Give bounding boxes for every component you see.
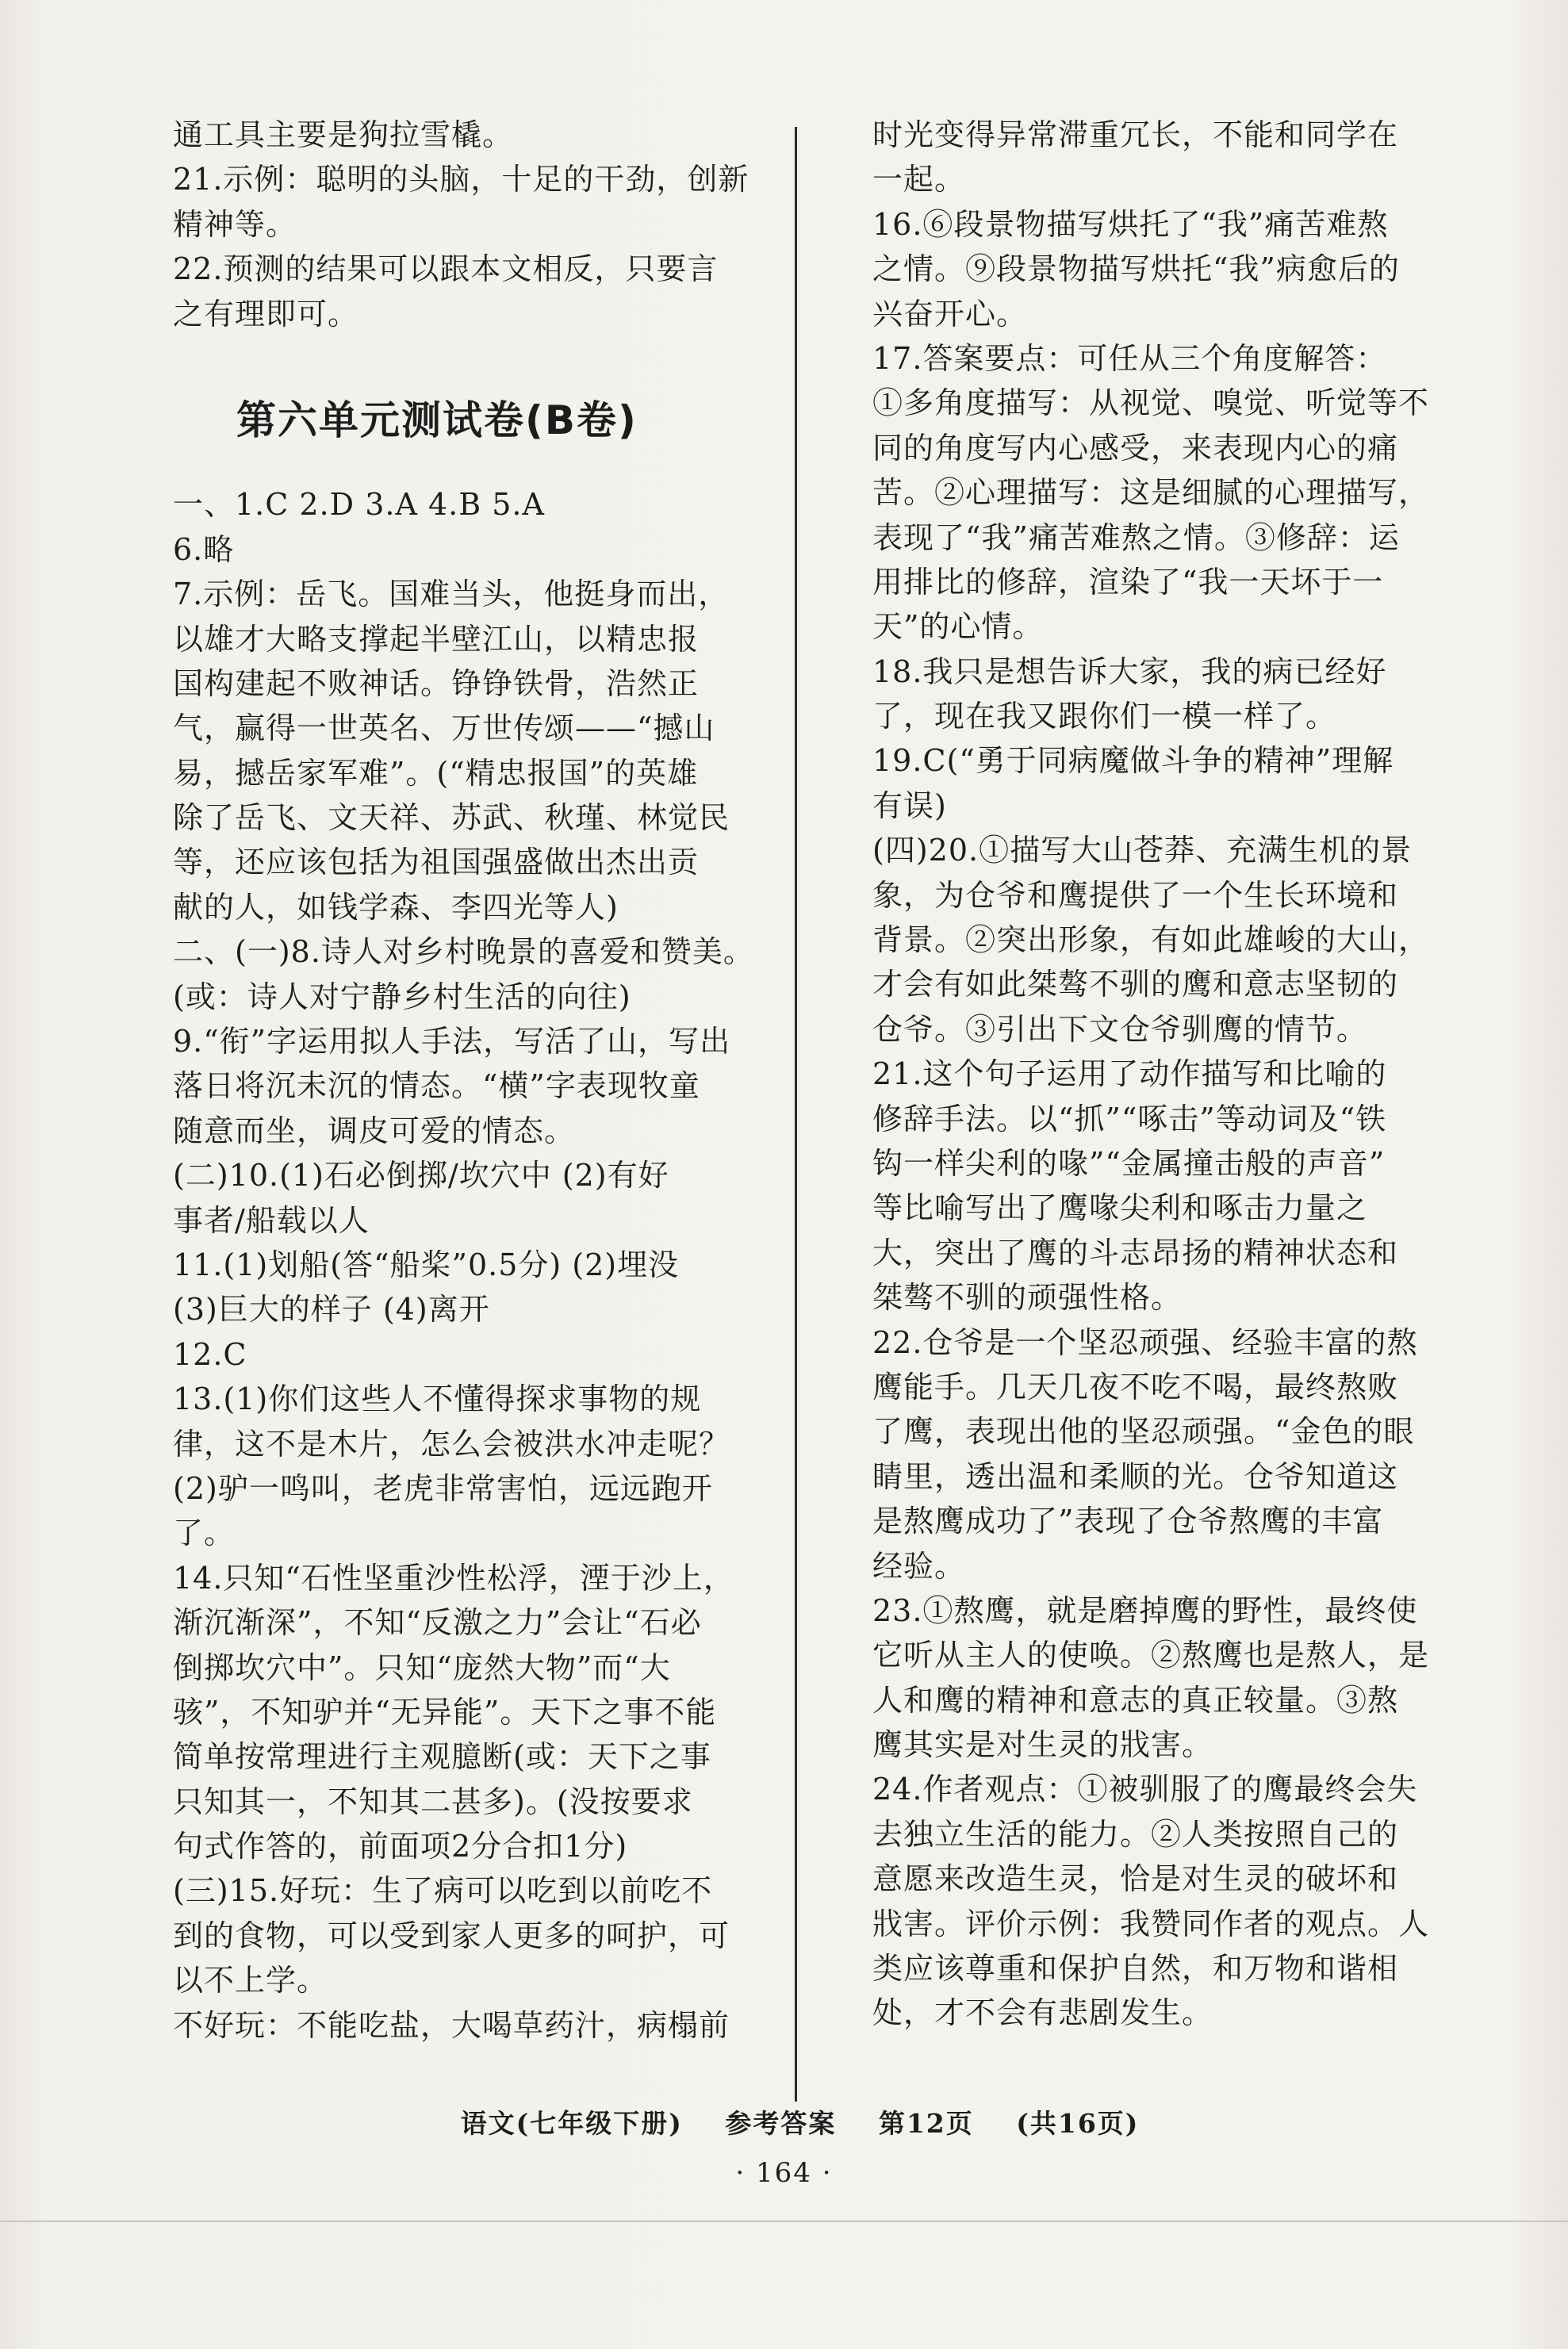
text-line: 背景。②突出形象，有如此雄峻的大山， (872, 922, 1430, 958)
text-line: (四)20.①描写大山苍莽、充满生机的景 (872, 833, 1413, 868)
text-line: 同的角度写内心感受，来表现内心的痛 (872, 430, 1399, 466)
text-line: 等比喻写出了鹰喙尖利和啄击力量之 (872, 1190, 1368, 1226)
text-line: 19.C(“勇于同病魔做斗争的精神”理解 (872, 743, 1394, 779)
text-line: 句式作答的，前面项2分合扣1分) (173, 1829, 628, 1864)
text-line: 21.示例：聪明的头脑，十足的干劲，创新 (173, 162, 749, 197)
text-line: (2)驴一鸣叫，老虎非常害怕，远远跑开 (173, 1470, 713, 1506)
text-line: 桀骜不驯的顽强性格。 (872, 1280, 1183, 1316)
text-line: 之有理即可。 (173, 296, 359, 331)
text-line: 9.“衔”字运用拟人手法，写活了山，写出 (173, 1024, 731, 1060)
text-line: 国构建起不败神话。铮铮铁骨，浩然正 (173, 665, 700, 701)
text-line: 22.预测的结果可以跟本文相反，只要言 (173, 251, 719, 287)
footer-total: (共16页) (1016, 2108, 1140, 2139)
left-lines-before-title (173, 113, 776, 336)
text-line: 到的食物，可以受到家人更多的呵护，可 (173, 1918, 730, 1953)
text-line: 律，这不是木片，怎么会被洪水冲走呢？ (173, 1426, 730, 1462)
text-line: 意愿来改造生灵，恰是对生灵的破坏和 (872, 1861, 1399, 1897)
text-line: 21.这个句子运用了动作描写和比喻的 (872, 1056, 1387, 1092)
left-column (173, 113, 776, 2048)
text-line: 等，还应该包括为祖国强盛做出杰出贡 (173, 845, 700, 880)
text-line: 大，突出了鹰的斗志昂扬的精神状态和 (872, 1235, 1399, 1270)
bottom-rule (0, 2221, 1568, 2222)
text-line: 人和鹰的精神和意志的真正较量。③熬 (872, 1682, 1399, 1718)
text-line: 兴奋开心。 (872, 296, 1028, 331)
text-line: 18.我只是想告诉大家，我的病已经好 (872, 653, 1387, 689)
text-line: 了。 (173, 1516, 236, 1551)
right-lines (872, 113, 1491, 2036)
text-line: (或：诗人对宁静乡村生活的向往) (173, 979, 631, 1014)
text-line: 时光变得异常滞重冗长，不能和同学在 (872, 117, 1399, 152)
text-line: 是熬鹰成功了”表现了仓爷熬鹰的丰富 (872, 1504, 1384, 1539)
text-line: 鹰能手。几天几夜不吃不喝，最终熬败 (872, 1369, 1399, 1404)
text-line: (二)10.(1)石必倒掷/坎穴中 (2)有好 (173, 1158, 669, 1194)
text-line: 处，才不会有悲剧发生。 (872, 1995, 1213, 2031)
text-line: 11.(1)划船(答“船桨”0.5分) (2)埋没 (173, 1247, 680, 1282)
text-line: 去独立生活的能力。②人类按照自己的 (872, 1816, 1399, 1852)
text-line: 它听从主人的使唤。②熬鹰也是熬人，是 (872, 1638, 1430, 1673)
text-line: 骇”，不知驴并“无异能”。天下之事不能 (173, 1694, 717, 1730)
footer-page: 第12页 (878, 2108, 974, 2139)
text-line: 6.略 (173, 531, 235, 567)
text-line: 7.示例：岳飞。国难当头，他挺身而出， (173, 577, 730, 612)
text-line: 除了岳飞、文天祥、苏武、秋瑾、林觉民 (173, 800, 730, 836)
text-line: 简单按常理进行主观臆断(或：天下之事 (173, 1739, 711, 1775)
text-line: 渐沉渐深”，不知“反激之力”会让“石必 (173, 1605, 702, 1641)
title-spacer-bottom (173, 460, 776, 482)
text-line: 通工具主要是狗拉雪橇。 (173, 117, 514, 152)
text-line: 12.C (173, 1336, 247, 1372)
text-line: 献的人，如钱学森、李四光等人) (173, 889, 619, 925)
text-line: (三)15.好玩：生了病可以吃到以前吃不 (173, 1873, 713, 1909)
footer-subject: 语文(七年级下册) (460, 2108, 683, 2139)
text-line: 以雄才大略支撑起半壁江山，以精忠报 (173, 621, 700, 657)
text-line: 落日将沉未沉的情态。“横”字表现牧童 (173, 1068, 700, 1104)
text-line: 用排比的修辞，渲染了“我一天坏于一 (872, 564, 1384, 600)
text-line: 17.答案要点：可任从三个角度解答： (872, 340, 1387, 376)
text-line: 16.⑥段景物描写烘托了“我”痛苦难熬 (872, 206, 1389, 242)
text-line: 才会有如此桀骜不驯的鹰和意志坚韧的 (872, 967, 1399, 1002)
footer-info (0, 2103, 1568, 2140)
text-line: 23.①熬鹰，就是磨掉鹰的野性，最终使 (872, 1592, 1418, 1628)
text-line: 经验。 (872, 1548, 966, 1584)
text-line: 13.(1)你们这些人不懂得探求事物的规 (173, 1381, 702, 1417)
text-line: 修辞手法。以“抓”“啄击”等动词及“铁 (872, 1101, 1387, 1136)
title-spacer-top (173, 336, 776, 381)
text-line: (3)巨大的样子 (4)离开 (173, 1292, 490, 1328)
text-line: 不好玩：不能吃盐，大喝草药汁，病榻前 (173, 2007, 730, 2043)
text-line: 之情。⑨段景物描写烘托“我”病愈后的 (872, 251, 1400, 287)
page-number: · 164 · (735, 2157, 833, 2189)
footer-label: 参考答案 (725, 2108, 837, 2139)
text-line: 随意而坐，调皮可爱的情态。 (173, 1113, 576, 1148)
text-line: 易，撼岳家军难”。(“精忠报国”的英雄 (173, 755, 699, 791)
text-line: 了鹰，表现出他的坚忍顽强。“金色的眼 (872, 1414, 1415, 1450)
text-line: 睛里，透出温和柔顺的光。仓爷知道这 (872, 1458, 1399, 1494)
text-line: ①多角度描写：从视觉、嗅觉、听觉等不 (872, 385, 1430, 421)
text-line: 只知其一，不知其二甚多)。(没按要求 (173, 1784, 693, 1819)
text-line: 14.只知“石性坚重沙性松浮，湮于沙上， (173, 1560, 734, 1596)
text-line: 以不上学。 (173, 1963, 328, 1998)
text-line: 事者/船载以人 (173, 1202, 370, 1238)
text-line: 一、1.C 2.D 3.A 4.B 5.A (173, 487, 545, 523)
text-line: 类应该尊重和保护自然，和万物和谐相 (872, 1951, 1399, 1987)
text-line: 象，为仓爷和鹰提供了一个生长环境和 (872, 877, 1399, 913)
text-line: 22.仓爷是一个坚忍顽强、经验丰富的熬 (872, 1324, 1418, 1360)
text-line: 倒掷坎穴中”。只知“庞然大物”而“大 (173, 1650, 671, 1685)
text-line: 精神等。 (173, 206, 297, 242)
column-divider (795, 127, 797, 2102)
text-line: 天”的心情。 (872, 609, 1044, 645)
text-line: 戕害。评价示例：我赞同作者的观点。人 (872, 1906, 1430, 1941)
text-line: 24.作者观点：①被驯服了的鹰最终会失 (872, 1772, 1418, 1807)
text-line: 苦。②心理描写：这是细腻的心理描写， (872, 475, 1430, 511)
text-line: 气，赢得一世英名、万世传颂——“撼山 (173, 711, 715, 746)
right-column (872, 113, 1491, 2036)
text-line: 钩一样尖利的喙”“金属撞击般的声音” (872, 1145, 1386, 1181)
text-line: 了，现在我又跟你们一模一样了。 (872, 699, 1337, 734)
text-line: 鹰其实是对生灵的戕害。 (872, 1727, 1213, 1763)
text-line: 二、(一)8.诗人对乡村晚景的喜爱和赞美。 (173, 934, 754, 970)
left-lines-after-title (173, 482, 776, 2048)
text-line: 表现了“我”痛苦难熬之情。③修辞：运 (872, 519, 1400, 555)
text-line: 一起。 (872, 162, 966, 197)
section-title: 第六单元测试卷(B卷) (236, 397, 638, 444)
text-line: 有误) (872, 787, 947, 823)
text-line: 仓爷。③引出下文仓爷驯鹰的情节。 (872, 1011, 1368, 1047)
